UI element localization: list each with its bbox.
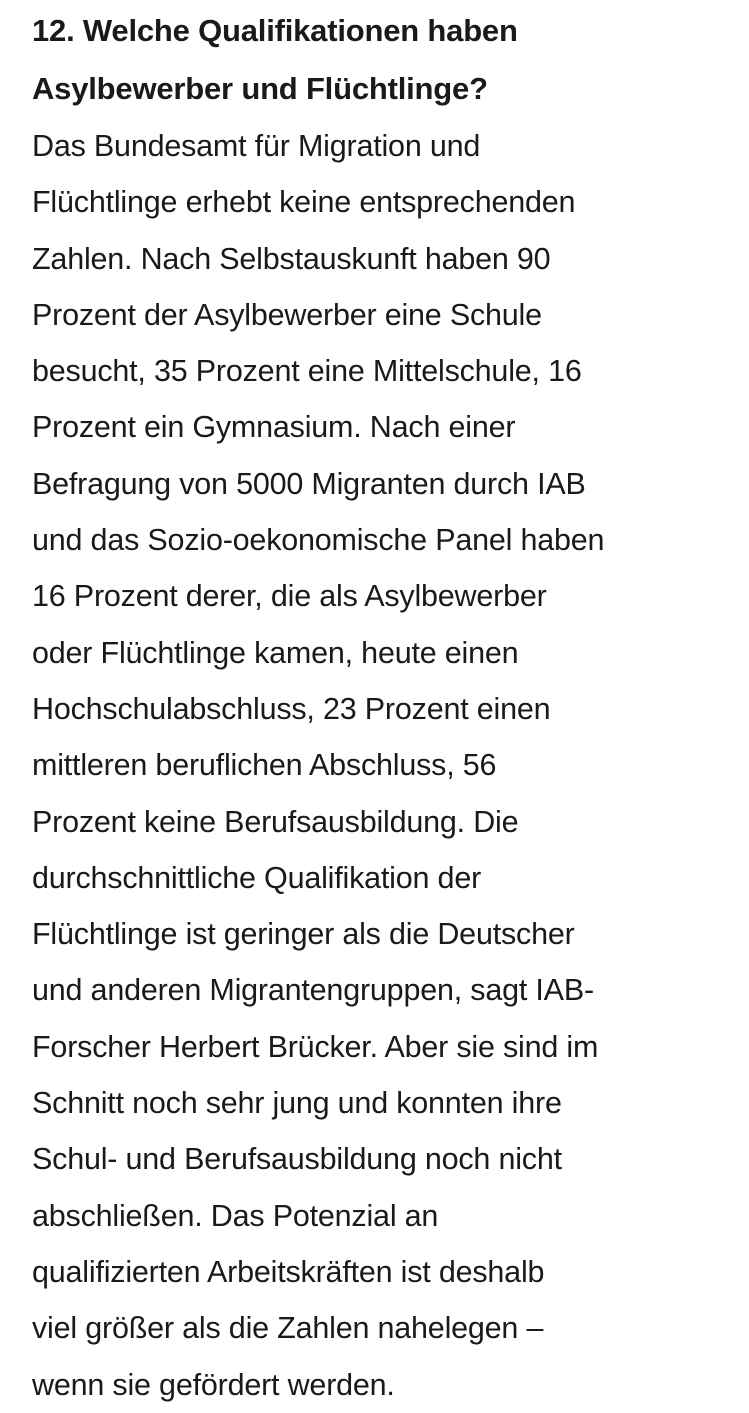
body-line: mittleren beruflichen Abschluss, 56 <box>32 748 497 783</box>
article <box>32 0 722 1413</box>
body-line: Schul- und Berufsausbildung noch nicht <box>32 1142 562 1177</box>
body-line: 16 Prozent derer, die als Asylbewerber <box>32 579 547 614</box>
body-line: Forscher Herbert Brücker. Aber sie sind im <box>32 1029 599 1064</box>
body-line: Hochschulabschluss, 23 Prozent einen <box>32 691 551 726</box>
heading-line: 12. Welche Qualifikationen haben <box>32 13 518 48</box>
body-line: Prozent ein Gymnasium. Nach einer <box>32 410 516 445</box>
body-line: Schnitt noch sehr jung und konnten ihre <box>32 1086 562 1121</box>
body-line: Befragung von 5000 Migranten durch IAB <box>32 466 586 501</box>
body-line: und das Sozio-oekonomische Panel haben <box>32 523 605 558</box>
body-line: oder Flüchtlinge kamen, heute einen <box>32 635 519 670</box>
body-line: viel größer als die Zahlen nahelegen – <box>32 1311 544 1346</box>
body-line: wenn sie gefördert werden. <box>32 1367 395 1402</box>
body-line: und anderen Migrantengruppen, sagt IAB- <box>32 973 594 1008</box>
article-body <box>32 118 722 1413</box>
article-heading <box>32 0 722 118</box>
heading-line: Asylbewerber und Flüchtlinge? <box>32 71 488 106</box>
body-line: Prozent der Asylbewerber eine Schule <box>32 297 542 332</box>
body-line: durchschnittliche Qualifikation der <box>32 860 482 895</box>
body-line: abschließen. Das Potenzial an <box>32 1198 439 1233</box>
body-line: Zahlen. Nach Selbstauskunft haben 90 <box>32 241 551 276</box>
body-line: Flüchtlinge erhebt keine entsprechenden <box>32 185 576 220</box>
body-line: Flüchtlinge ist geringer als die Deutscher <box>32 917 575 952</box>
body-line: qualifizierten Arbeitskräften ist deshalb <box>32 1254 545 1289</box>
body-line: Prozent keine Berufsausbildung. Die <box>32 804 519 839</box>
body-line: Das Bundesamt für Migration und <box>32 129 481 163</box>
body-line: besucht, 35 Prozent eine Mittelschule, 16 <box>32 354 582 389</box>
